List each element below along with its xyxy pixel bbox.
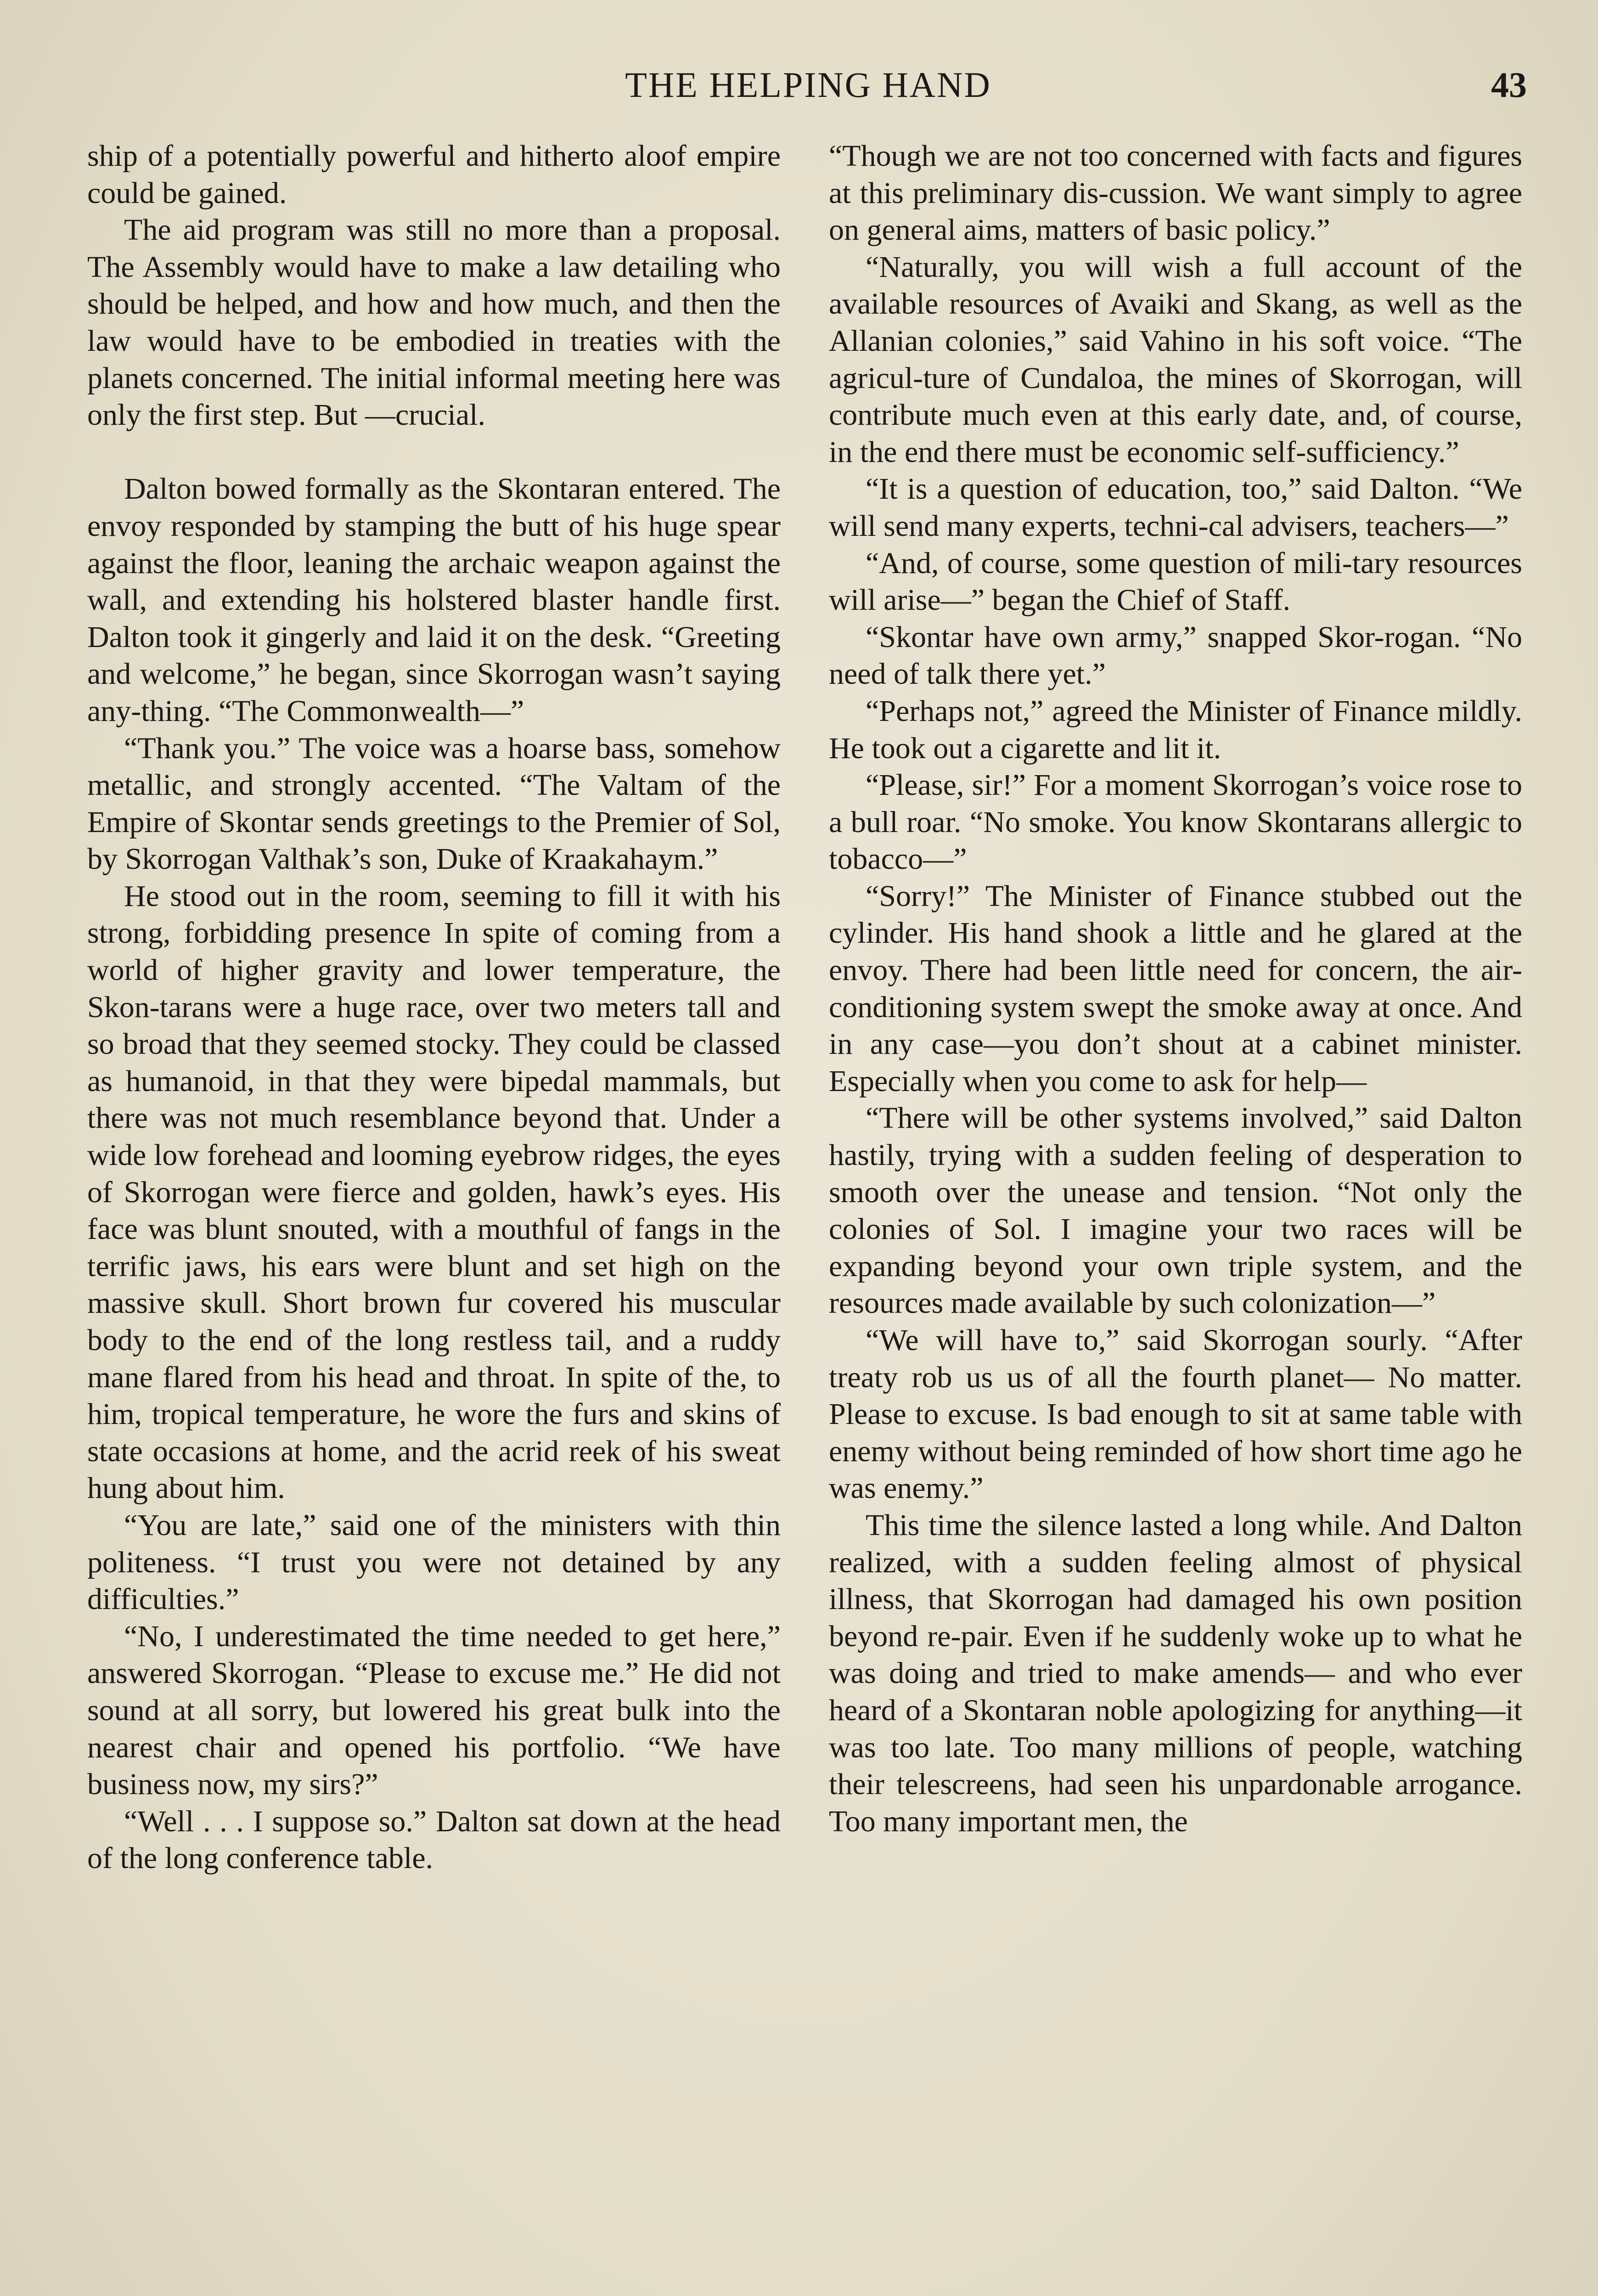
- paragraph: ship of a potentially powerful and hitherto aloof empire could be gained.: [87, 139, 781, 210]
- paragraph: “We will have to,” said Skorrogan sourly. “After treaty rob us us of all the fourth planet— No matter. Please to excuse. Is bad enough to sit at same table with enemy without being reminded of how short time ago he was enemy.”: [829, 1323, 1522, 1505]
- paragraph: “Naturally, you will wish a full account of the available resources of Avaiki and Skang, as well as the Allanian colonies,” said Vahino in his soft voice. “The agricul-ture of Cundaloa, the mines of Skorrogan, will contribute much even at this early date, and, of course, in the end there must be economic self-sufficiency.”: [829, 250, 1522, 469]
- paragraph: “Skontar have own army,” snapped Skor-rogan. “No need of talk there yet.”: [829, 620, 1522, 691]
- paragraph: This time the silence lasted a long while. And Dalton realized, with a sudden feeling almost of physical illness, that Skorrogan had damaged his own position beyond re-pair. Even if he suddenly woke up to what he was doing and tried to make amends— and who ever heard of a Skontaran noble apologizing for anything—it was too late. Too many millions of people, watching their telescreens, had seen his unpardonable arrogance. Too many important men, the: [829, 1508, 1522, 1838]
- paragraph: “You are late,” said one of the ministers with thin politeness. “I trust you were not detained by any difficulties.”: [87, 1508, 781, 1616]
- paragraph: The aid program was still no more than a proposal. The Assembly would have to make a law detailing who should be helped, and how and how much, and then the law would have to be embodied in treaties with the planets concerned. The initial informal meeting here was only the first step. But —crucial.: [87, 213, 781, 432]
- paragraph: “It is a question of education, too,” said Dalton. “We will send many experts, techni-cal advisers, teachers—”: [829, 472, 1522, 543]
- paragraph: “Please, sir!” For a moment Skorrogan’s voice rose to a bull roar. “No smoke. You know Skontarans allergic to tobacco—”: [829, 768, 1522, 876]
- paragraph: “Well . . . I suppose so.” Dalton sat down at the head of the long conference table.: [87, 1804, 781, 1875]
- paragraph: “Though we are not too concerned with facts and figures at this preliminary dis-cussion. We want simply to agree on general aims, matters of basic policy.”: [829, 139, 1522, 247]
- text-column-left: [87, 138, 781, 2296]
- paragraph: Dalton bowed formally as the Skontaran entered. The envoy responded by stamping the butt of his huge spear against the floor, leaning the archaic weapon against the wall, and extending his holstered blaster handle first. Dalton took it gingerly and laid it on the desk. “Greeting and welcome,” he began, since Skorrogan wasn’t saying any-thing. “The Commonwealth—”: [87, 472, 781, 728]
- paragraph: “Sorry!” The Minister of Finance stubbed out the cylinder. His hand shook a little and he glared at the envoy. There had been little need for concern, the air-conditioning system swept the smoke away at once. And in any case—you don’t shout at a cabinet minister. Especially when you come to ask for help—: [829, 879, 1522, 1098]
- paragraph: “Thank you.” The voice was a hoarse bass, somehow metallic, and strongly accented. “The Valtam of the Empire of Skontar sends greetings to the Premier of Sol, by Skorrogan Valthak’s son, Duke of Kraakahaym.”: [87, 731, 781, 876]
- paragraph: “No, I underestimated the time needed to get here,” answered Skorrogan. “Please to excuse me.” He did not sound at all sorry, but lowered his great bulk into the nearest chair and opened his portfolio. “We have business now, my sirs?”: [87, 1619, 781, 1801]
- running-title: THE HELPING HAND: [625, 65, 991, 105]
- paragraph: “There will be other systems involved,” said Dalton hastily, trying with a sudden feeling of desperation to smooth over the unease and tension. “Not only the colonies of Sol. I imagine your two races will be expanding beyond your own triple system, and the resources made available by such colonization—”: [829, 1101, 1522, 1320]
- running-head: [0, 60, 1598, 110]
- paragraph: “And, of course, some question of mili-tary resources will arise—” began the Chief of Staff.: [829, 546, 1522, 617]
- page-number: 43: [1491, 65, 1527, 105]
- paragraph: He stood out in the room, seeming to fill it with his strong, forbidding presence In spite of coming from a world of higher gravity and lower temperature, the Skon-tarans were a huge race, over two meters tall and so broad that they seemed stocky. They could be classed as humanoid, in that they were bipedal mammals, but there was not much resemblance beyond that. Under a wide low forehead and looming eyebrow ridges, the eyes of Skorrogan were fierce and golden, hawk’s eyes. His face was blunt snouted, with a mouthful of fangs in the terrific jaws, his ears were blunt and set high on the massive skull. Short brown fur covered his muscular body to the end of the long restless tail, and a ruddy mane flared from his head and throat. In spite of the, to him, tropical temperature, he wore the furs and skins of state occasions at home, and the acrid reek of his sweat hung about him.: [87, 879, 781, 1505]
- paragraph: “Perhaps not,” agreed the Minister of Finance mildly. He took out a cigarette and lit it.: [829, 694, 1522, 765]
- text-column-right: [829, 138, 1522, 2296]
